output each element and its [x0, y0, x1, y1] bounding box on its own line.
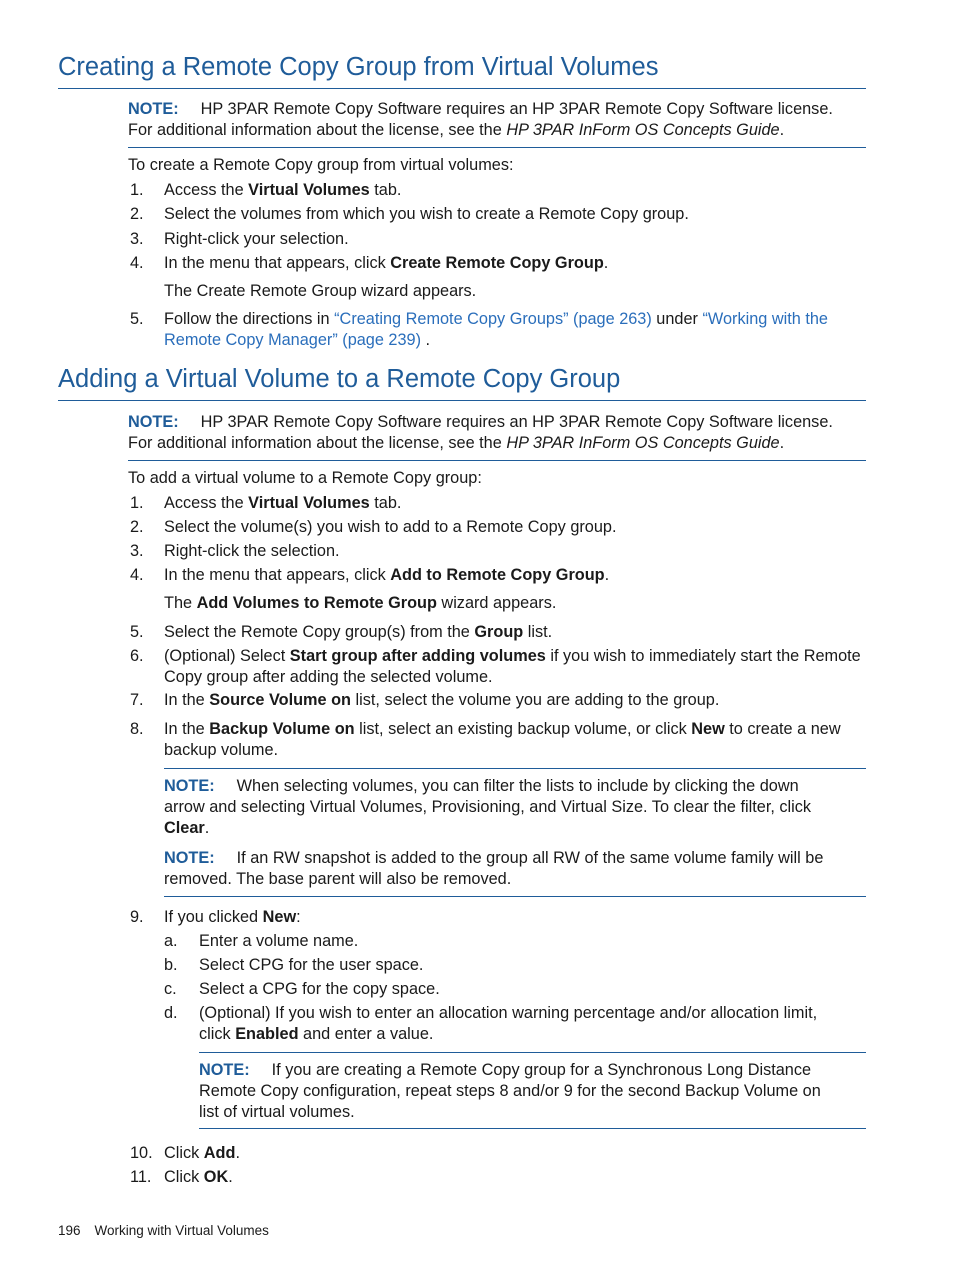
list-item: (Optional) Select Start group after adding volumes if you wish to immediately start the Remote Copy group after adding the selected volume.	[164, 647, 861, 686]
sub-list-item: Select a CPG for the copy space.	[199, 980, 440, 998]
guide-title: HP 3PAR InForm OS Concepts Guide	[506, 121, 780, 139]
list-item: Select the volumes from which you wish to create a Remote Copy group.	[164, 205, 689, 223]
list-item: In the menu that appears, click Create Remote Copy Group.	[164, 254, 609, 272]
note-synchronous-long-distance: NOTE: If you are creating a Remote Copy group for a Synchronous Long Distance Remote Copy configuration, repeat steps 8 and/or 9 for the second Backup Volume on list of virtual volumes.	[199, 1061, 821, 1121]
list-item: In the menu that appears, click Add to Remote Copy Group.	[164, 566, 610, 584]
sub-list-item: (Optional) If you wish to enter an allocation warning percentage and/or allocation limit, click Enabled and enter a value.	[199, 1004, 818, 1043]
intro-text: To add a virtual volume to a Remote Copy group:	[128, 469, 482, 487]
section-heading-create-group: Creating a Remote Copy Group from Virtual Volumes	[58, 52, 866, 89]
list-item: Right-click the selection.	[164, 542, 340, 560]
list-item: Select the Remote Copy group(s) from the Group list.	[164, 623, 553, 641]
link-working-with-remote-copy-manager[interactable]: “Working with the	[702, 310, 828, 328]
note-label: NOTE:	[199, 1061, 250, 1079]
note-label: NOTE:	[128, 100, 179, 118]
note-rw-snapshot: NOTE: If an RW snapshot is added to the group all RW of the same volume family will be removed. The base parent will also be removed.	[164, 849, 824, 888]
link-creating-remote-copy-groups[interactable]: “Creating Remote Copy Groups” (page 263)	[334, 310, 652, 328]
list-item: In the Source Volume on list, select the volume you are adding to the group.	[164, 691, 720, 709]
note-label: NOTE:	[128, 413, 179, 431]
note-label: NOTE:	[164, 849, 215, 867]
note-label: NOTE:	[164, 777, 215, 795]
intro-text: To create a Remote Copy group from virtual volumes:	[128, 156, 514, 174]
list-item: In the Backup Volume on list, select an existing backup volume, or click New to create a new backup volume.	[164, 720, 841, 759]
page-number: 196	[58, 1223, 81, 1238]
list-item: Access the Virtual Volumes tab.	[164, 181, 402, 199]
section-heading-add-volume: Adding a Virtual Volume to a Remote Copy Group	[58, 364, 866, 401]
list-item: Access the Virtual Volumes tab.	[164, 494, 402, 512]
list-item: Right-click your selection.	[164, 230, 349, 248]
step-result: The Add Volumes to Remote Group wizard appears.	[164, 594, 557, 612]
sub-list-item: Select CPG for the user space.	[199, 956, 424, 974]
note-license-2: NOTE: HP 3PAR Remote Copy Software requires an HP 3PAR Remote Copy Software license. For additional information about the license, see the HP 3PAR InForm OS Concepts Guide.	[128, 413, 833, 452]
note-divider	[199, 1128, 866, 1129]
chapter-title: Working with Virtual Volumes	[94, 1223, 269, 1238]
list-item: If you clicked New:	[164, 908, 301, 926]
list-item: Click Add.	[164, 1144, 240, 1162]
guide-title: HP 3PAR InForm OS Concepts Guide	[506, 434, 780, 452]
list-item: Select the volume(s) you wish to add to a Remote Copy group.	[164, 518, 617, 536]
note-filter: NOTE: When selecting volumes, you can filter the lists to include by clicking the down arrow and selecting Virtual Volumes, Provisioning, and Virtual Size. To clear the filter, click Clear.	[164, 777, 812, 837]
note-divider	[128, 460, 866, 461]
list-item: Click OK.	[164, 1168, 233, 1186]
note-divider	[164, 768, 866, 769]
note-divider	[164, 896, 866, 897]
sub-list-item: Enter a volume name.	[199, 932, 359, 950]
step-result: The Create Remote Group wizard appears.	[164, 282, 477, 300]
note-license-1: NOTE: HP 3PAR Remote Copy Software requires an HP 3PAR Remote Copy Software license. For additional information about the license, see the HP 3PAR InForm OS Concepts Guide.	[128, 100, 833, 139]
note-divider	[199, 1052, 866, 1053]
link-working-with-remote-copy-manager[interactable]: Remote Copy Manager” (page 239)	[164, 331, 422, 349]
note-divider	[128, 147, 866, 148]
document-page: Creating a Remote Copy Group from Virtual Volumes NOTE: HP 3PAR Remote Copy Software requires an HP 3PAR Remote Copy Software license. For additional information about the license, see the HP 3PAR InForm OS Concepts Guide. To create a Remote Copy group from virtual volumes: 1. Access the Virtual Volumes tab. 2. Select the volumes from which you wish to create a Remote Copy group. 3. Right-click your selection. 4. In the menu that appears, click Create Remote Copy Group. The Create Remote Group wizard appears. 5. Follow the directions in “Creating Remote Copy Groups” (page 263) under “Working with the Remote Copy Manager” (page 239) . Adding a Virtual Volume to a Remote Copy Group NOTE: HP 3PAR Remote Copy Software requires an HP 3PAR Remote Copy Software license. For additional information about the license, see the HP 3PAR InForm OS Concepts Guide. To add a virtual volume to a Remote Copy group: 1. Access the Virtual Volumes tab. 2. Select the volume(s) you wish to add to a Remote Copy group. 3. Right-click the selection. 4. In the menu that appears, click Add to Remote Copy Group. The Add Volumes to Remote Group wizard appears. 5. Select the Remote Copy group(s) from the Group list. 6. (Optional) Select Start group after adding volumes if you wish to immediately start the Remote Copy group after adding the selected volume. 7. In the Source Volume on list, select the volume you are adding to the group. 8. In the Backup Volume on list, select an existing backup volume, or click New to create a new backup volume. NOTE: When selecting volumes, you can filter the lists to include by clicking the down arrow and selecting Virtual Volumes, Provisioning, and Virtual Size. To clear the filter, click Clear. NOTE: If an RW snapshot is added to the group all RW of the same volume family will be removed. The base parent will also be removed. 9. If you clicked New: a. Enter a volume name. b. Select CPG for the user space. c. Select a CPG for the copy space. d. (Optional) If you wish to enter an allocation warning percentage and/or allocation limit, click Enabled and enter a value. NOTE: If you are creating a Remote Copy group for a Synchronous Long Distance Remote Copy configuration, repeat steps 8 and/or 9 for the second Backup Volume on list of virtual volumes. 10. Click Add. 11. Click OK. 196 Working with Virtual Volumes	[0, 0, 954, 1271]
page-footer	[58, 1222, 269, 1240]
list-item: Follow the directions in “Creating Remote Copy Groups” (page 263) under “Working with the Remote Copy Manager” (page 239) .	[164, 310, 828, 349]
